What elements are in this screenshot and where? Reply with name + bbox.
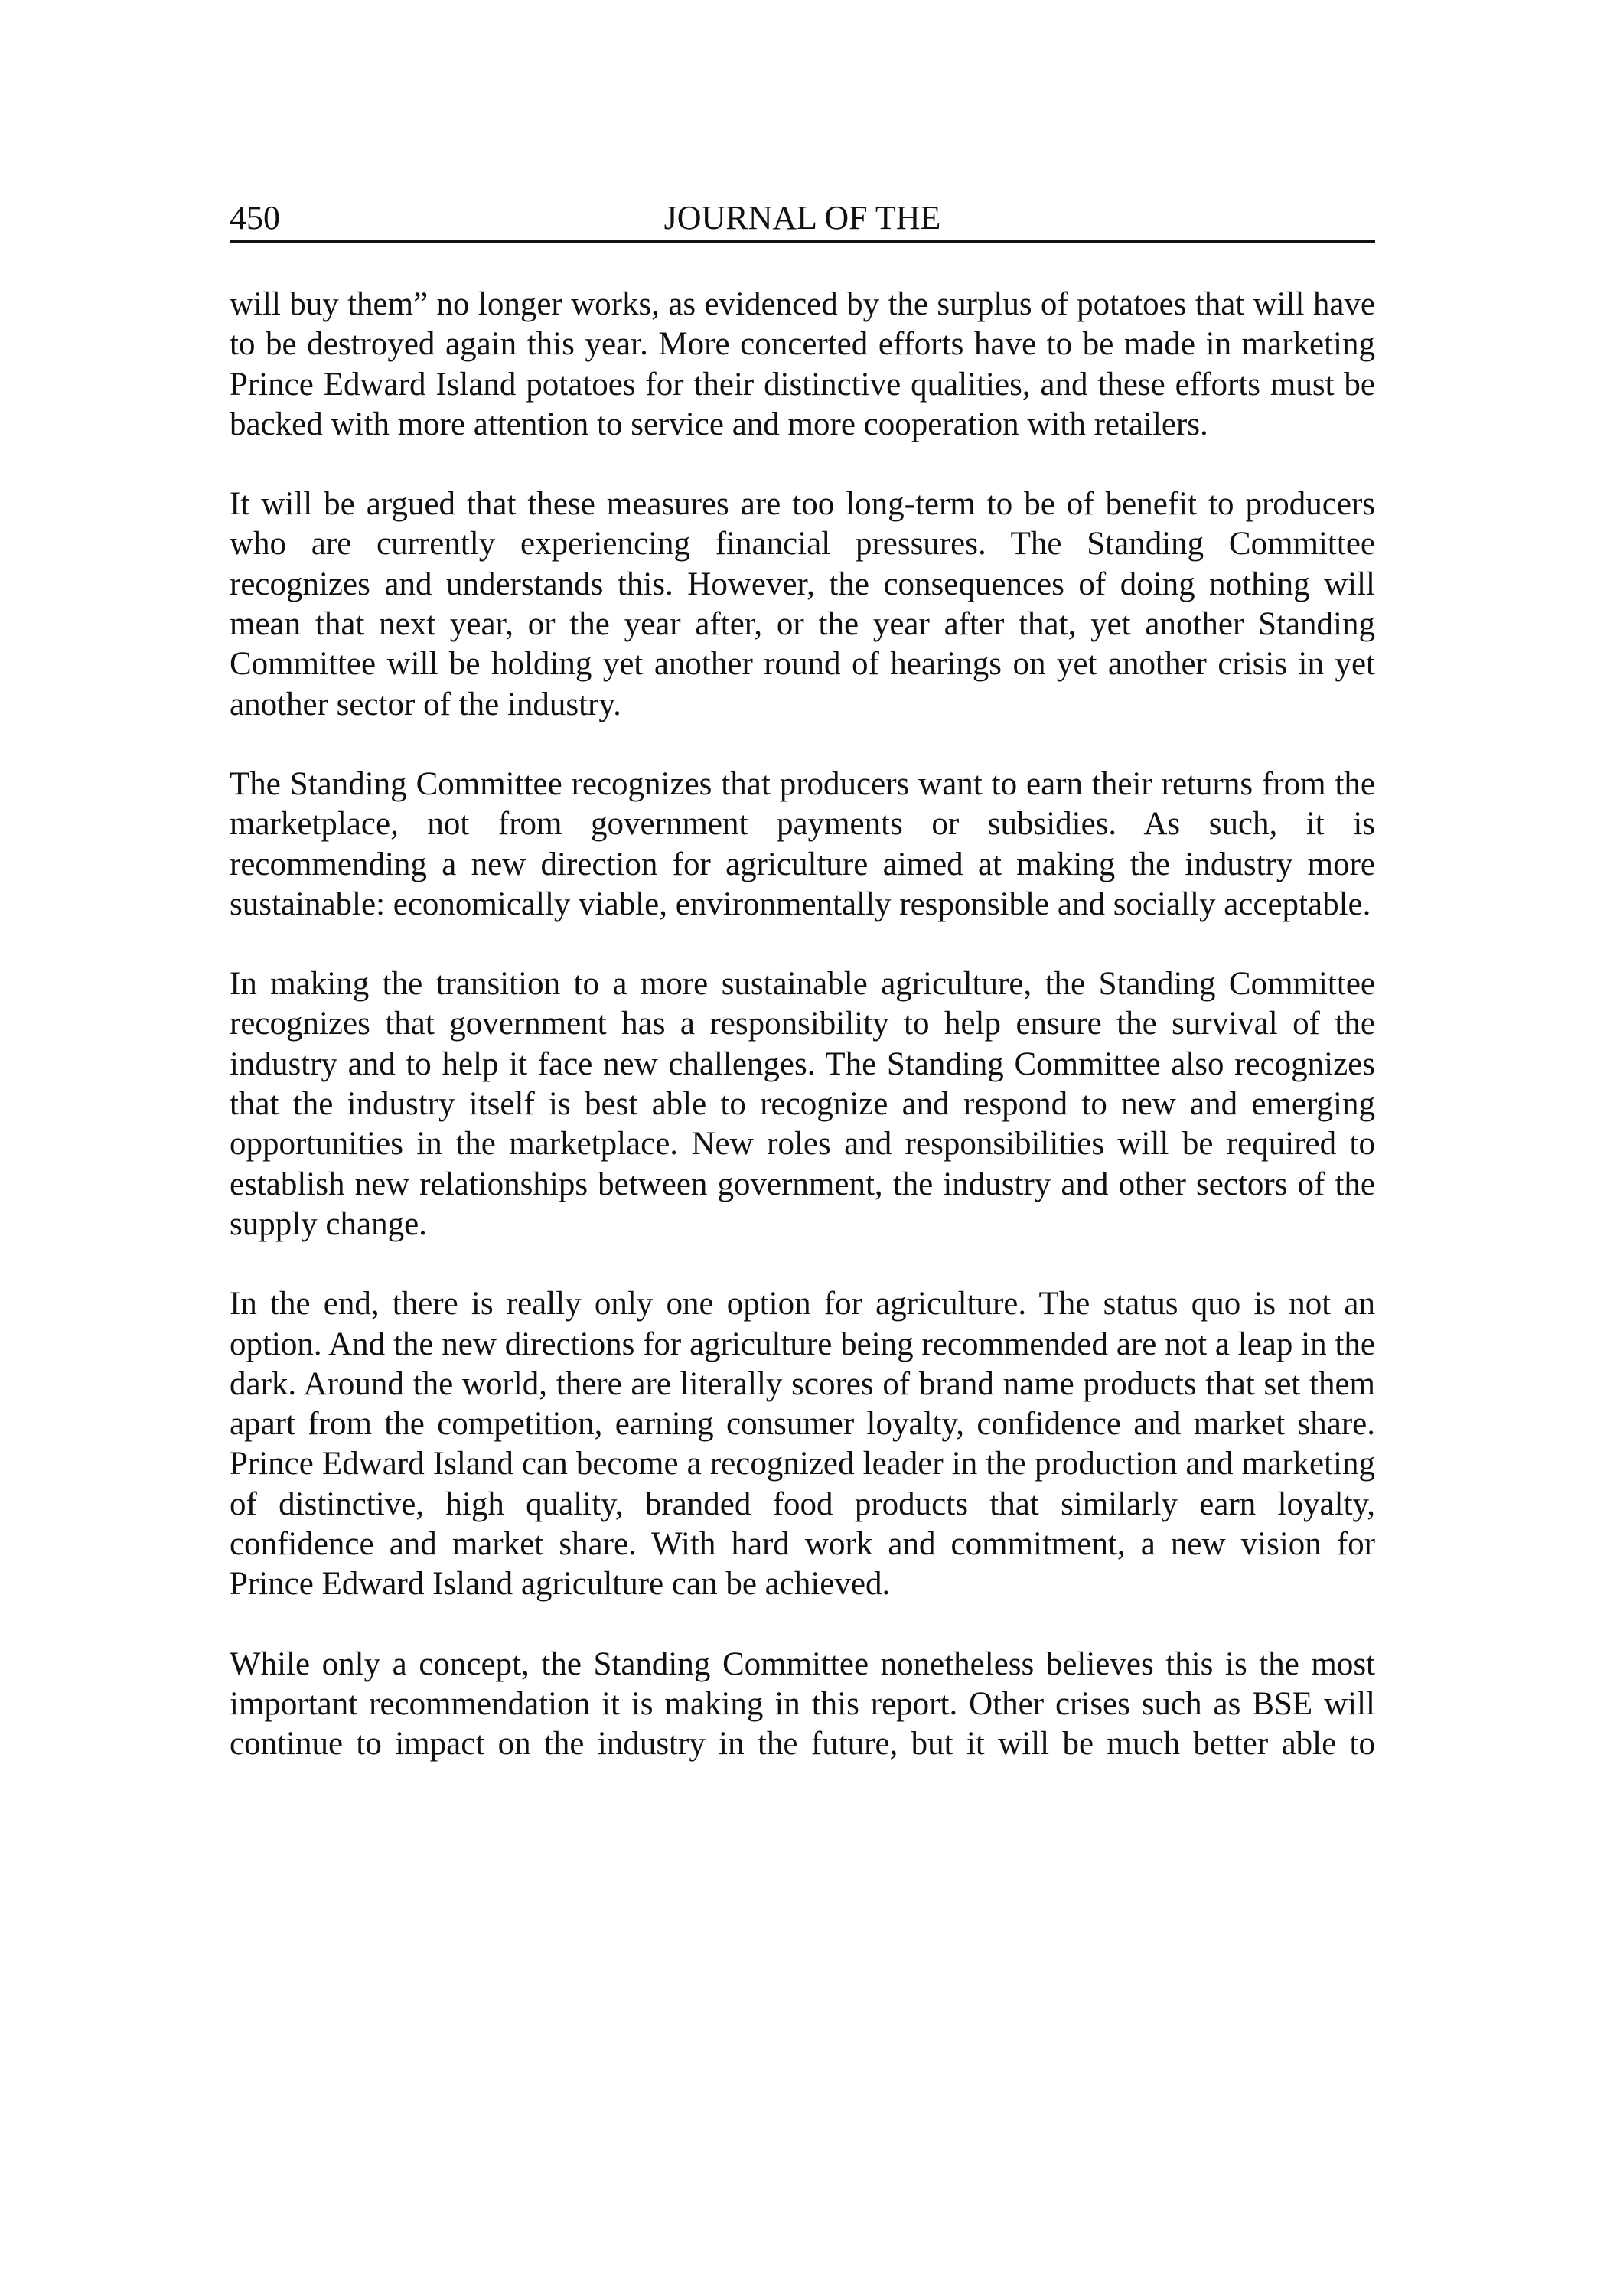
paragraph: The Standing Committee recognizes that producers want to earn their returns from the marketplace, not from government payments or subsidies. As such, it is recommending a new direction for agriculture aimed at making the industry more sustainable: economically viable, environmentally responsible and socially acceptable. [230, 765, 1375, 922]
page-header [230, 196, 1375, 243]
running-head: JOURNAL OF THE [663, 199, 941, 236]
page-number: 450 [230, 199, 280, 236]
paragraph: In making the transition to a more sustainable agriculture, the Standing Committee recognizes that government has a responsibility to help ensure the survival of the industry and to help it face new challenges. The Standing Committee also recognizes that the industry itself is best able to recognize and respond to new and emerging opportunities in the marketplace. New roles and responsibilities will be required to establish new relationships between government, the industry and other sectors of the supply change. [230, 966, 1375, 1242]
paragraph: It will be argued that these measures are too long-term to be of benefit to producers who are currently experiencing financial pressures. The Standing Committee recognizes and understands this. However, the consequences of doing nothing will mean that next year, or the year after, or the year after that, yet another Standing Committee will be holding yet another round of hearings on yet another crisis in yet another sector of the industry. [230, 486, 1375, 722]
paragraph: will buy them” no longer works, as evidenced by the surplus of potatoes that will have to be destroyed again this year. More concerted efforts have to be made in marketing Prince Edward Island potatoes for their distinctive qualities, and these efforts must be backed with more attention to service and more cooperation with retailers. [230, 286, 1375, 442]
body-text [230, 285, 1375, 1765]
paragraph: In the end, there is really only one option for agriculture. The status quo is not an option. And the new directions for agriculture being recommended are not a leap in the dark. Around the world, there are literally scores of brand name products that set them apart from the competition, earning consumer loyalty, confidence and market share. Prince Edward Island can become a recognized leader in the production and marketing of distinctive, high quality, branded food products that similarly earn loyalty, confidence and market share. With hard work and commitment, a new vision for Prince Edward Island agriculture can be achieved. [230, 1286, 1375, 1603]
paragraph: While only a concept, the Standing Committee nonetheless believes this is the most important recommendation it is making in this report. Other crises such as BSE will continue to impact on the industry in the future, but it will be much better able to [230, 1645, 1375, 1763]
